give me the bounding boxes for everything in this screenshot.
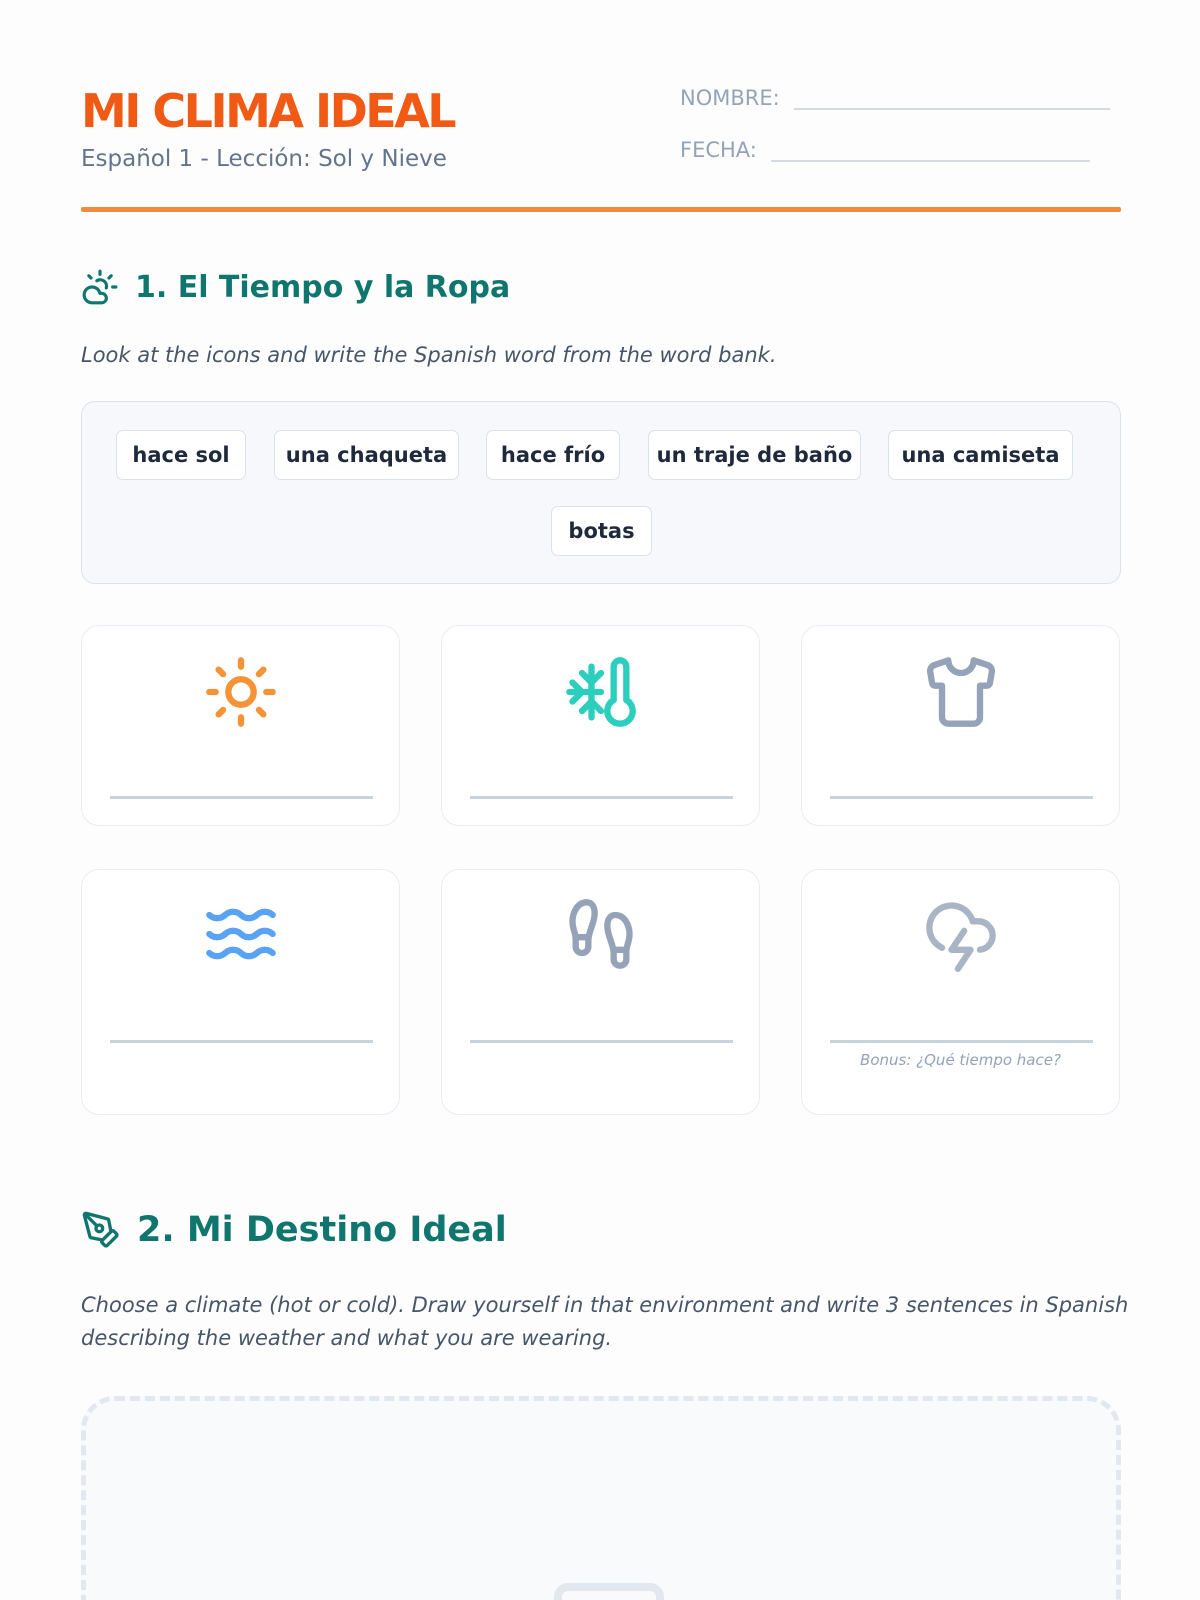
answer-line[interactable] <box>110 796 373 799</box>
vocab-card-waves <box>81 869 400 1115</box>
date-field <box>680 138 1090 162</box>
vocab-card-cold <box>441 625 760 826</box>
answer-line[interactable] <box>110 1040 373 1043</box>
word-chip: una camiseta <box>888 430 1073 480</box>
word-chip: hace sol <box>116 430 246 480</box>
header-divider <box>81 207 1121 212</box>
section2-title: 2. Mi Destino Ideal <box>137 1210 507 1250</box>
word-chip: hace frío <box>486 430 620 480</box>
vocab-card-boots <box>441 869 760 1115</box>
vocab-card-sun <box>81 625 400 826</box>
pen-tool-icon <box>81 1210 121 1250</box>
cloud-lightning-icon <box>923 896 999 972</box>
sun-icon <box>203 654 279 730</box>
worksheet-page <box>81 0 1129 1600</box>
drawing-area[interactable] <box>81 1396 1121 1600</box>
section1-instructions: Look at the icons and write the Spanish word from the word bank. <box>81 343 777 367</box>
vocab-card-storm <box>801 869 1120 1115</box>
section2-heading <box>81 1210 507 1250</box>
word-bank <box>81 401 1121 584</box>
answer-line[interactable] <box>470 796 733 799</box>
answer-line[interactable] <box>470 1040 733 1043</box>
cloud-sun-icon <box>81 268 119 306</box>
vocab-card-shirt <box>801 625 1120 826</box>
name-field <box>680 86 1110 110</box>
word-chip: un traje de baño <box>648 430 861 480</box>
bonus-caption: Bonus: ¿Qué tiempo hace? <box>860 1051 1061 1069</box>
section2-instructions: Choose a climate (hot or cold). Draw yourself in that environment and write 3 sentences in Spanish describing the weather and what you are wearing. <box>81 1293 1129 1350</box>
date-label: FECHA: <box>680 138 757 162</box>
tshirt-icon <box>923 654 999 730</box>
worksheet-subtitle: Español 1 - Lección: Sol y Nieve <box>81 146 447 172</box>
date-input-line[interactable] <box>771 140 1090 162</box>
answer-line[interactable] <box>830 796 1093 799</box>
section1-title: 1. El Tiempo y la Ropa <box>135 269 511 305</box>
name-label: NOMBRE: <box>680 86 780 110</box>
answer-line[interactable] <box>830 1040 1093 1043</box>
image-placeholder-icon <box>554 1583 664 1600</box>
snowflake-thermometer-icon <box>563 654 639 730</box>
name-input-line[interactable] <box>794 88 1110 110</box>
waves-icon <box>203 896 279 972</box>
section1-heading <box>81 268 510 306</box>
footprints-icon <box>563 896 639 972</box>
word-chip: botas <box>551 506 652 556</box>
worksheet-title: MI CLIMA IDEAL <box>81 84 455 138</box>
word-chip: una chaqueta <box>274 430 459 480</box>
